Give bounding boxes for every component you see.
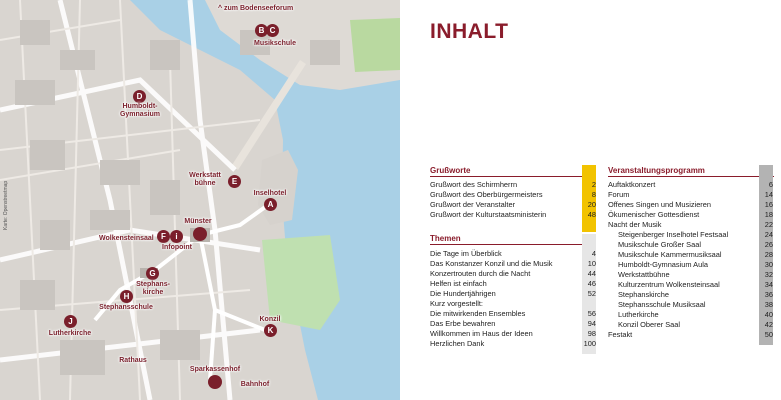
programm-rule — [608, 176, 774, 177]
toc-entry-page: 100 — [583, 339, 596, 348]
toc-entry-title: Das Konstanzer Konzil und die Musik — [430, 259, 553, 268]
toc-entry-title: Willkommen im Haus der Ideen — [430, 329, 533, 338]
toc-entry-page: 48 — [587, 210, 596, 219]
marker-k[interactable]: K — [264, 324, 277, 337]
toc-entry-page: 8 — [591, 190, 596, 199]
toc-entry[interactable] — [608, 260, 773, 270]
toc-entry-page: 18 — [764, 210, 773, 219]
marker-sparkassenhof[interactable] — [208, 375, 222, 389]
toc-entry[interactable] — [430, 279, 596, 289]
marker-i[interactable]: i — [170, 230, 183, 243]
toc-entry-page: 2 — [591, 180, 596, 189]
toc-entry-page: 24 — [764, 230, 773, 239]
toc-entry[interactable] — [608, 300, 773, 310]
grussworte-heading: Grußworte — [430, 166, 471, 175]
toc-entry-title: Stephanskirche — [618, 290, 669, 299]
toc-entry-title: Musikschule Großer Saal — [618, 240, 701, 249]
toc-entry-title: Herzlichen Dank — [430, 339, 485, 348]
toc-entry-page: 20 — [587, 200, 596, 209]
toc-entry[interactable] — [608, 330, 773, 340]
marker-d[interactable]: D — [133, 90, 146, 103]
toc-entry[interactable] — [608, 230, 773, 240]
werkstatt-label: Werkstatt bühne — [189, 172, 221, 187]
toc-entry[interactable] — [608, 250, 773, 260]
toc-entry[interactable] — [430, 200, 596, 210]
toc-entry-title: Konzil Oberer Saal — [618, 320, 681, 329]
toc-entry[interactable] — [608, 180, 773, 190]
stephansschule-label: Stephansschule — [99, 304, 153, 311]
toc-entry-title: Konzertrouten durch die Nacht — [430, 269, 531, 278]
marker-j[interactable]: J — [64, 315, 77, 328]
toc-entry[interactable] — [608, 210, 773, 220]
toc-entry-title: Die Tage im Überblick — [430, 249, 502, 258]
toc-entry-title: Humboldt-Gymnasium Aula — [618, 260, 708, 269]
toc-entry[interactable] — [430, 180, 596, 190]
toc-entry-page: 22 — [764, 220, 773, 229]
infopoint-label: Infopoint — [162, 244, 192, 251]
toc-entry-title: Kurz vorgestellt: — [430, 299, 483, 308]
muenster-label: Münster — [184, 218, 212, 225]
toc-entry[interactable] — [430, 210, 596, 220]
konzil-label: Konzil — [259, 316, 281, 323]
toc-entry[interactable] — [430, 309, 596, 319]
toc-entry[interactable] — [430, 329, 596, 339]
toc-entry-title: Steigenberger Inselhotel Festsaal — [618, 230, 729, 239]
marker-h[interactable]: H — [120, 290, 133, 303]
inselhotel-label: Inselhotel — [253, 190, 287, 197]
humboldt-label: Humboldt- Gymnasium — [119, 103, 161, 118]
toc-entry-title: Auftaktkonzert — [608, 180, 656, 189]
toc-entry-page: 40 — [764, 310, 773, 319]
toc-entry-page: 46 — [587, 279, 596, 288]
marker-a[interactable]: A — [264, 198, 277, 211]
marker-g[interactable]: G — [146, 267, 159, 280]
toc-entry-title: Helfen ist einfach — [430, 279, 487, 288]
toc-entry-title: Musikschule Kammermusiksaal — [618, 250, 722, 259]
map-credit: Karte: Openstreetmap — [3, 180, 9, 230]
toc-entry-page: 42 — [764, 320, 773, 329]
toc-entry[interactable] — [608, 200, 773, 210]
toc-entry-title: Offenes Singen und Musizieren — [608, 200, 711, 209]
contents-page — [400, 0, 781, 400]
toc-entry-page: 44 — [587, 269, 596, 278]
toc-entry-page: 14 — [764, 190, 773, 199]
toc-entry[interactable] — [430, 289, 596, 299]
toc-entry-page: 52 — [587, 289, 596, 298]
programm-list — [608, 180, 773, 340]
wolkenstein-label: Wolkensteinsaal — [99, 235, 154, 242]
toc-entry-page: 38 — [764, 300, 773, 309]
toc-entry-page: 94 — [587, 319, 596, 328]
toc-entry-page: 56 — [587, 309, 596, 318]
toc-entry-page: 30 — [764, 260, 773, 269]
stephanskirche-label: Stephans- kirche — [136, 281, 170, 296]
toc-entry-title: Die Hundertjährigen — [430, 289, 496, 298]
marker-b[interactable]: B — [255, 24, 268, 37]
toc-entry[interactable] — [430, 269, 596, 279]
toc-entry-title: Nacht der Musik — [608, 220, 662, 229]
toc-entry-title: Grußwort der Kulturstaatsministerin — [430, 210, 547, 219]
rathaus-label: Rathaus — [119, 357, 147, 364]
toc-entry[interactable] — [608, 240, 773, 250]
toc-entry[interactable] — [430, 339, 596, 349]
musikschule-label: Musikschule — [253, 40, 297, 47]
toc-entry-title: Grußwort der Veranstalter — [430, 200, 516, 209]
marker-e[interactable]: E — [228, 175, 241, 188]
toc-entry-page: 36 — [764, 290, 773, 299]
toc-entry[interactable] — [608, 290, 773, 300]
toc-entry[interactable] — [430, 319, 596, 329]
toc-entry-page: 16 — [764, 200, 773, 209]
grussworte-list — [430, 180, 596, 220]
toc-entry[interactable] — [608, 270, 773, 280]
marker-muenster[interactable] — [193, 227, 207, 241]
toc-entry-title: Lutherkirche — [618, 310, 659, 319]
bahnhof-label: Bahnhof — [240, 381, 270, 388]
themen-list — [430, 249, 596, 349]
programm-heading: Veranstaltungsprogramm — [608, 166, 705, 175]
grussworte-rule — [430, 176, 596, 177]
toc-entry-page: 98 — [587, 329, 596, 338]
toc-entry-page: 4 — [591, 249, 596, 258]
toc-entry[interactable] — [430, 190, 596, 200]
toc-entry-page: 50 — [764, 330, 773, 339]
toc-entry[interactable] — [430, 299, 596, 309]
toc-entry[interactable] — [430, 259, 596, 269]
toc-entry-title: Grußwort des Oberbürgermeisters — [430, 190, 543, 199]
marker-c[interactable]: C — [266, 24, 279, 37]
toc-entry-page: 28 — [764, 250, 773, 259]
toc-entry-title: Ökumenischer Gottesdienst — [608, 210, 700, 219]
toc-entry-page: 32 — [764, 270, 773, 279]
sparkassenhof-label: Sparkassenhof — [189, 366, 241, 373]
toc-entry-page: 34 — [764, 280, 773, 289]
toc-entry-title: Werkstattbühne — [618, 270, 670, 279]
toc-entry[interactable] — [608, 190, 773, 200]
toc-entry-title: Festakt — [608, 330, 633, 339]
themen-heading: Themen — [430, 234, 461, 243]
toc-entry[interactable] — [430, 249, 596, 259]
toc-entry[interactable] — [608, 220, 773, 230]
toc-entry-page: 6 — [768, 180, 773, 189]
toc-entry-title: Forum — [608, 190, 630, 199]
toc-entry-page: 10 — [587, 259, 596, 268]
toc-entry-title: Die mitwirkenden Ensembles — [430, 309, 526, 318]
toc-entry[interactable] — [608, 310, 773, 320]
toc-entry-title: Stephansschule Musiksaal — [618, 300, 706, 309]
toc-entry-page: 26 — [764, 240, 773, 249]
toc-entry-title: Kulturzentrum Wolkensteinsaal — [618, 280, 720, 289]
page-title: INHALT — [430, 20, 509, 43]
toc-entry-title: Grußwort des Schirmherrn — [430, 180, 518, 189]
marker-f[interactable]: F — [157, 230, 170, 243]
toc-entry-title: Das Erbe bewahren — [430, 319, 496, 328]
bodenseeforum-label[interactable]: ^ zum Bodenseeforum — [218, 5, 294, 12]
toc-entry[interactable] — [608, 280, 773, 290]
themen-rule — [430, 244, 596, 245]
lutherkirche-label: Lutherkirche — [48, 330, 92, 337]
toc-entry[interactable] — [608, 320, 773, 330]
